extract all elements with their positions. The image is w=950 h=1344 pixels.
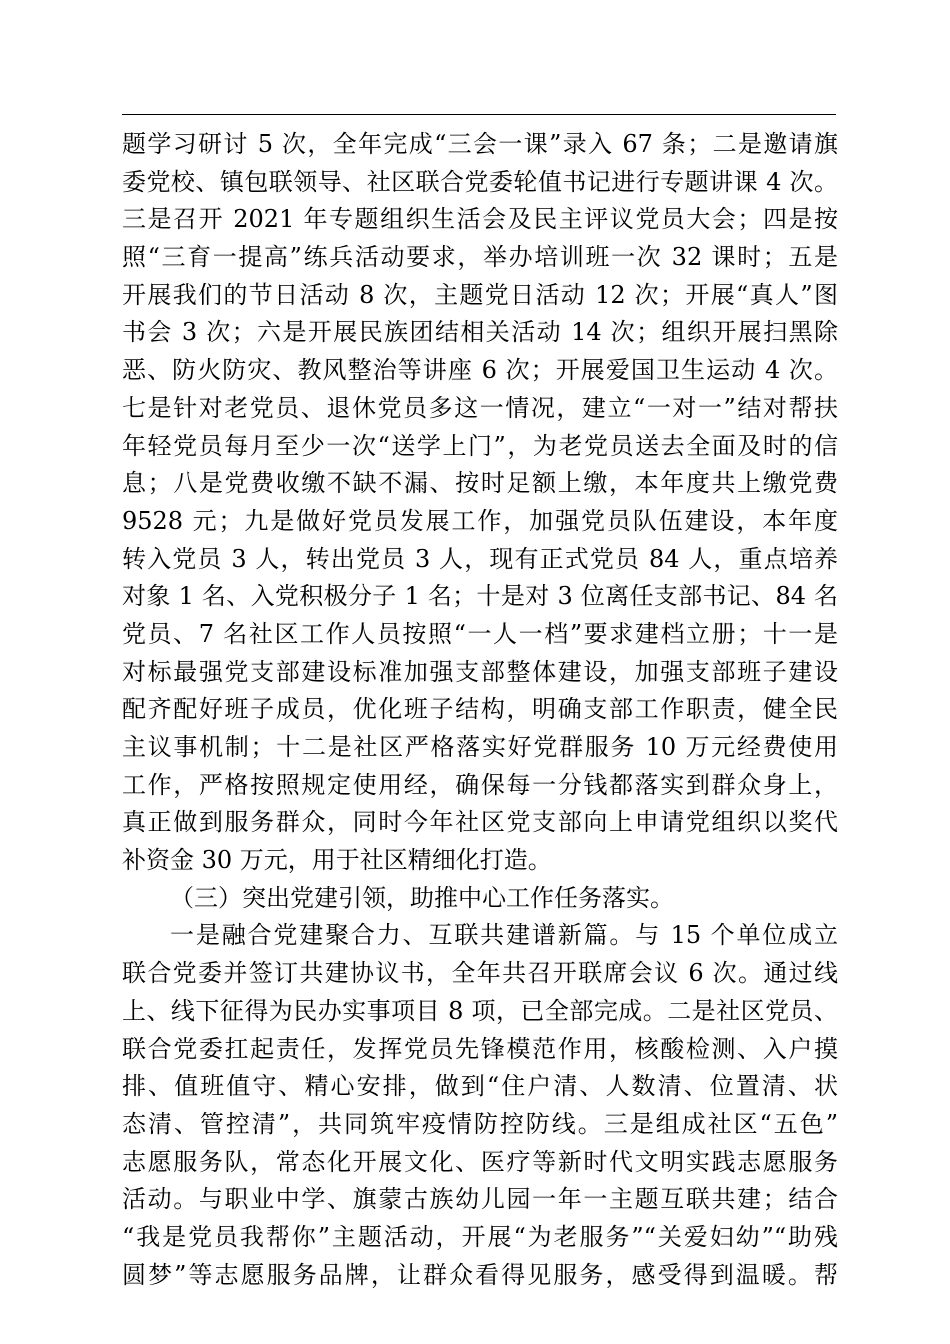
text-line: 书会 3 次；六是开展民族团结相关活动 14 次；组织开展扫黑除 [122, 318, 838, 347]
text-line: 活动。与职业中学、旗蒙古族幼儿园一年一主题互联共建；结合 [122, 1185, 838, 1214]
text-line: 9528 元；九是做好党员发展工作，加强党员队伍建设，本年度 [122, 506, 838, 535]
section-heading: （三）突出党建引领，助推中心工作任务落实。 [170, 883, 674, 912]
text-line: 联合党委扛起责任，发挥党员先锋模范作用，核酸检测、入户摸 [122, 1034, 838, 1063]
text-line: 主议事机制；十二是社区严格落实好党群服务 10 万元经费使用 [122, 733, 838, 761]
text-line: 七是针对老党员、退休党员多这一情况，建立“一对一”结对帮扶 [122, 393, 838, 422]
text-line: 转入党员 3 人，转出党员 3 人，现有正式党员 84 人，重点培养 [122, 544, 838, 573]
header-rule [122, 114, 836, 115]
text-line: 年轻党员每月至少一次“送学上门”，为老党员送去全面及时的信 [122, 431, 838, 460]
text-line: 工作，严格按照规定使用经，确保每一分钱都落实到群众身上， [122, 770, 838, 799]
text-line: 对标最强党支部建设标准加强支部整体建设，加强支部班子建设 [122, 657, 838, 686]
text-line: “我是党员我帮你”主题活动，开展“为老服务”“关爱妇幼”“助残 [122, 1222, 838, 1251]
text-line: 态清、管控清”，共同筑牢疫情防控防线。三是组成社区“五色” [122, 1109, 838, 1138]
text-line: 上、线下征得为民办实事项目 8 项，已全部完成。二是社区党员、 [122, 996, 838, 1025]
text-line: 题学习研讨 5 次，全年完成“三会一课”录入 67 条；二是邀请旗 [122, 130, 838, 158]
text-line: 配齐配好班子成员，优化班子结构，明确支部工作职责，健全民 [122, 695, 838, 724]
text-line: 排、值班值守、精心安排，做到“住户清、人数清、位置清、状 [122, 1072, 838, 1101]
document-body [122, 126, 838, 1294]
text-line: 真正做到服务群众，同时今年社区党支部向上申请党组织以奖代 [122, 808, 838, 837]
text-line: 联合党委并签订共建协议书，全年共召开联席会议 6 次。通过线 [122, 959, 838, 988]
text-line: 补资金 30 万元，用于社区精细化打造。 [122, 846, 552, 875]
text-line: 党员、7 名社区工作人员按照“一人一档”要求建档立册；十一是 [122, 619, 838, 648]
text-line: 照“三育一提高”练兵活动要求，举办培训班一次 32 课时；五是 [122, 243, 838, 272]
text-line: 恶、防火防灾、教风整治等讲座 6 次；开展爱国卫生运动 4 次。 [122, 356, 838, 385]
text-line: 三是召开 2021 年专题组织生活会及民主评议党员大会；四是按 [122, 205, 838, 234]
text-line: 息；八是党费收缴不缺不漏、按时足额上缴，本年度共上缴党费 [122, 469, 838, 498]
text-line: 对象 1 名、入党积极分子 1 名；十是对 3 位离任支部书记、84 名 [122, 582, 838, 611]
text-line: 一是融合党建聚合力、互联共建谱新篇。与 15 个单位成立 [170, 921, 838, 950]
text-line: 开展我们的节日活动 8 次，主题党日活动 12 次；开展“真人”图 [122, 280, 838, 309]
text-line: 志愿服务队，常态化开展文化、医疗等新时代文明实践志愿服务 [122, 1147, 838, 1176]
text-line: 委党校、镇包联领导、社区联合党委轮值书记进行专题讲课 4 次。 [122, 167, 838, 196]
text-line: 圆梦”等志愿服务品牌，让群众看得见服务，感受得到温暖。帮 [122, 1260, 838, 1289]
